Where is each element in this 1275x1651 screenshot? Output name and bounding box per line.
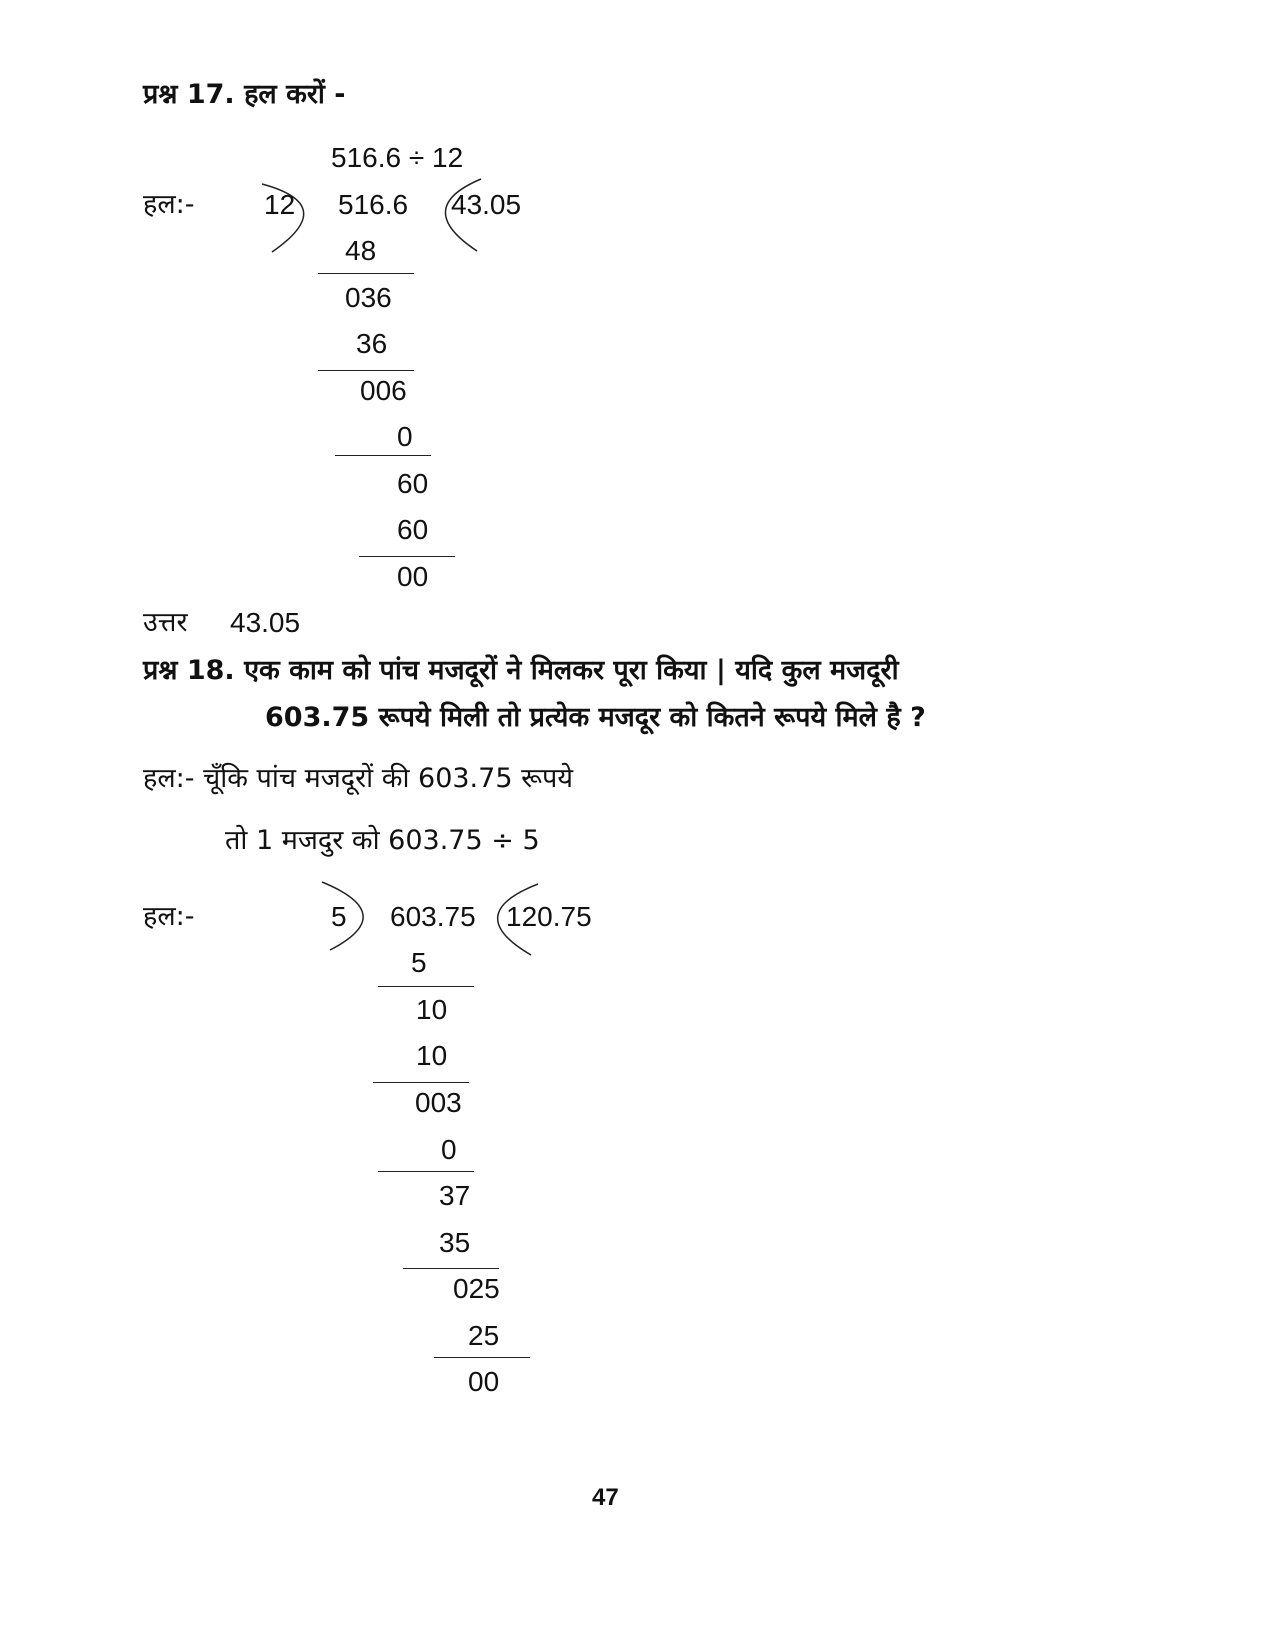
q18-divisor: 5: [331, 901, 347, 932]
q17-step: 036: [345, 282, 392, 313]
q17-step: 00: [397, 561, 429, 592]
q17-step: 60: [397, 514, 429, 545]
q18-dividend: 603.75: [390, 901, 476, 932]
q17-step: 48: [345, 235, 377, 266]
q17-quotient: 43.05: [451, 189, 522, 220]
q18-quotient-bracket: [498, 884, 538, 955]
q17-quotient-bracket: [445, 179, 481, 251]
q18-step: 00: [468, 1366, 500, 1397]
q17-dividend: 516.6: [338, 189, 409, 220]
q18-step: 10: [416, 1040, 448, 1071]
q17-heading: प्रश्न 17. हल करों -: [143, 79, 346, 110]
q18-step: 003: [415, 1087, 462, 1118]
q18-step: 25: [468, 1320, 500, 1351]
q17-answer-label: उत्तर: [143, 607, 188, 638]
q17-hal-label: हल:-: [143, 189, 195, 220]
q17-step: 0: [397, 421, 413, 452]
q18-step: 0: [441, 1134, 457, 1165]
q17-divisor-bracket: [262, 184, 304, 252]
q17-answer-value: 43.05: [230, 607, 301, 638]
q18-step: 10: [416, 994, 448, 1025]
q18-heading-line1: प्रश्न 18. एक काम को पांच मजदूरों ने मिलकर पूरा किया | यदि कुल मजदूरी: [143, 655, 899, 686]
q17-step: 36: [356, 328, 388, 359]
q18-step: 35: [439, 1227, 471, 1258]
q17-step: 006: [360, 375, 407, 406]
q18-divisor-bracket: [322, 882, 363, 950]
q17-divisor: 12: [264, 189, 296, 220]
q18-step: 025: [453, 1273, 500, 1304]
q18-quotient: 120.75: [506, 901, 592, 932]
q17-expression: 516.6 ÷ 12: [331, 142, 464, 173]
q18-step: 5: [411, 947, 427, 978]
q18-explain-line2: तो 1 मजदुर को 603.75 ÷ 5: [225, 825, 540, 856]
q17-step: 60: [397, 468, 429, 499]
q18-heading-line2: 603.75 रूपये मिली तो प्रत्येक मजदूर को कितने रूपये मिले है ?: [265, 702, 926, 733]
q18-hal-label: हल:-: [143, 901, 195, 932]
q18-step: 37: [439, 1180, 471, 1211]
q18-explain-line1: हल:- चूँकि पांच मजदूरों की 603.75 रूपये: [143, 763, 574, 794]
page-number: 47: [592, 1484, 619, 1511]
